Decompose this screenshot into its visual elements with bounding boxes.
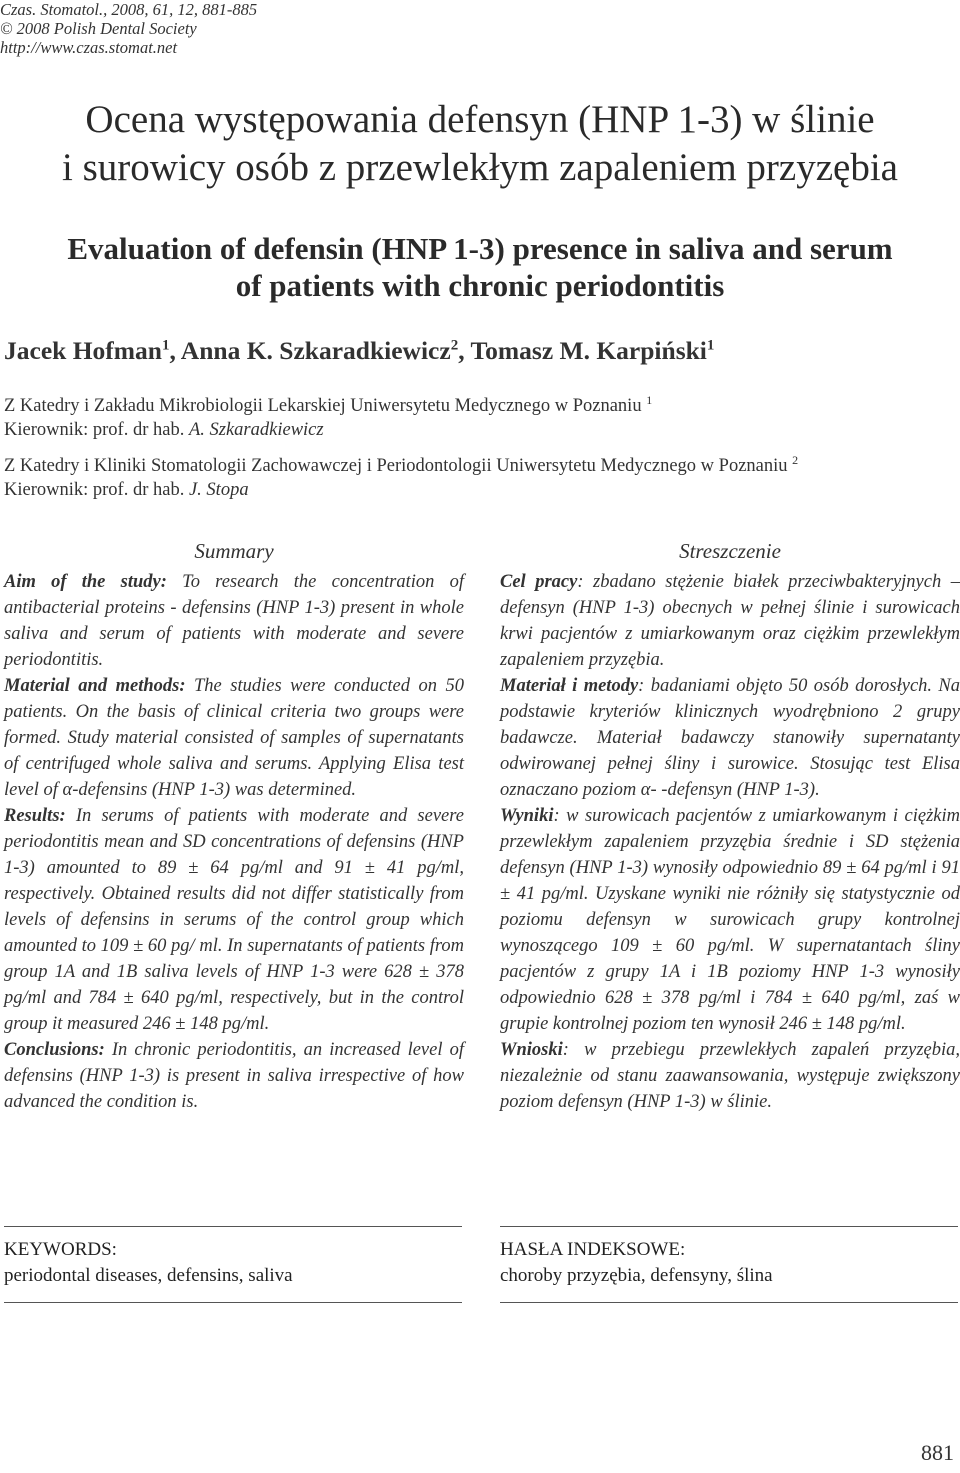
title-english: [0, 230, 960, 304]
author-affiliation-mark: 2: [450, 337, 459, 354]
section-text: The studies were conducted on 50 patients. On the basis of clinical criteria two groups were formed. Study material consisted of samples of supernatants of centrifuged whole saliva and serums. Applying Elisa test level of α-defensins (HNP 1-3) was determined.: [4, 676, 464, 800]
section-text: : w przebiegu przewlekłych zapaleń przyzębia, niezależnie od stanu zaawansowania, występuje zwiększony poziom defensyn (HNP 1-3) w ślinie.: [500, 1040, 960, 1112]
summary-column: [4, 538, 464, 1115]
summary-methods: [4, 673, 464, 803]
section-text: In chronic periodontitis, an increased level of defensins (HNP 1-3) is present in saliva irrespective of how advanced the condition is.: [4, 1040, 464, 1112]
section-label: Material and methods:: [4, 676, 186, 696]
section-label: Aim of the study:: [4, 572, 167, 592]
section-label: Cel pracy: [500, 572, 578, 592]
title-english-line-2: of patients with chronic periodontitis: [235, 268, 725, 303]
summary-heading: Summary: [194, 539, 274, 563]
keywords-polish: [500, 1226, 958, 1303]
section-text: : zbadano stężenie białek przeciwbakteryjnych – defensyn (HNP 1-3) obecnych w pełnej ślinie i surowicach krwi pacjentów z umiarkowanym oraz ciężkim przewlekłym zapaleniem przyzębia.: [500, 572, 960, 670]
author-list: [4, 336, 714, 366]
affiliation-head-name: A. Szkaradkiewicz: [188, 420, 324, 441]
affiliation-mark: 1: [646, 393, 653, 407]
section-label: Results:: [4, 806, 66, 826]
section-label: Conclusions:: [4, 1040, 105, 1060]
streszczenie-heading: Streszczenie: [679, 539, 781, 563]
title-polish-line-2: i surowicy osób z przewlekłym zapaleniem przyzębia: [61, 146, 898, 189]
affiliation-text: Z Katedry i Zakładu Mikrobiologii Lekarskiej Uniwersytetu Medycznego w Poznaniu: [4, 396, 642, 417]
streszczenie-results: [500, 803, 960, 1037]
title-polish-line-1: Ocena występowania defensyn (HNP 1-3) w ślinie: [85, 98, 875, 141]
journal-header: [0, 0, 400, 57]
divider: [4, 1302, 462, 1303]
streszczenie-conclusions: [500, 1037, 960, 1115]
streszczenie-methods: [500, 673, 960, 803]
keywords-label: HASŁA INDEKSOWE:: [500, 1239, 686, 1260]
affiliation-1: [4, 388, 652, 442]
affiliation-text: Z Katedry i Kliniki Stomatologii Zachowawczej i Periodontologii Uniwersytetu Medycznego w Poznaniu: [4, 456, 788, 477]
streszczenie-column: [500, 538, 960, 1115]
section-text: : w surowicach pacjentów z umiarkowanym i ciężkim przewlekłym zapaleniem przyzębia średnie i SD stężenia defensyn (HNP 1-3) wynosiły odpowiednio 89 ± 64 pg/ml i 91 ± 41 pg/ml. Uzyskane wyniki nie różniły się statystycznie od poziomu defensyn w surowicach grupy kontrolnej wynoszącego 109 ± 60 pg/ml. W supernatantach śliny pacjentów z grupy 1A i 1B poziomy HNP 1-3 wynosiły odpowiednio 628 ± 378 pg/ml i 784 ± 640 pg/ml, zaś w grupie kontrolnej poziom ten wynosił 246 ± 148 pg/ml.: [500, 806, 960, 1034]
divider: [4, 1226, 462, 1227]
section-text: : badaniami objęto 50 osób dorosłych. Na podstawie kryteriów klinicznych wyodrębniono 2 grupy badawcze. Materiał badawczy stanowiły supernatanty odwirowanej pełnej śliny i surowice. Stosując test Elisa oznaczano poziom α- -defensyn (HNP 1-3).: [500, 676, 960, 800]
author-name: , Anna K. Szkaradkiewicz: [169, 336, 451, 365]
affiliation-head-prefix: Kierownik: prof. dr hab.: [4, 480, 189, 501]
section-label: Wyniki: [500, 806, 554, 826]
journal-citation: Czas. Stomatol., 2008, 61, 12, 881-885: [0, 0, 258, 19]
affiliation-head-prefix: Kierownik: prof. dr hab.: [4, 420, 189, 441]
affiliation-mark: 2: [792, 453, 799, 467]
summary-results: [4, 803, 464, 1037]
section-label: Materiał i metody: [500, 676, 639, 696]
summary-conclusions: [4, 1037, 464, 1115]
keywords-value: periodontal diseases, defensins, saliva: [4, 1265, 293, 1286]
keywords-value: choroby przyzębia, defensyny, ślina: [500, 1265, 773, 1286]
title-polish: [0, 96, 960, 192]
page-number: 881: [921, 1440, 954, 1465]
author-name: Jacek Hofman: [4, 336, 162, 365]
streszczenie-aim: [500, 569, 960, 673]
affiliation-2: [4, 448, 798, 502]
section-text: To research the concentration of antibacterial proteins - defensins (HNP 1-3) present in whole saliva and serum of patients with moderate and severe periodontitis.: [4, 572, 464, 670]
copyright-line: © 2008 Polish Dental Society: [0, 19, 197, 38]
title-english-line-1: Evaluation of defensin (HNP 1-3) presence in saliva and serum: [67, 231, 893, 266]
summary-aim: [4, 569, 464, 673]
affiliation-head-name: J. Stopa: [188, 480, 249, 501]
divider: [500, 1302, 958, 1303]
keywords-english: [4, 1226, 462, 1303]
author-affiliation-mark: 1: [706, 337, 715, 354]
author-affiliation-mark: 1: [161, 337, 170, 354]
keywords-label: KEYWORDS:: [4, 1239, 117, 1260]
journal-url: http://www.czas.stomat.net: [0, 38, 178, 57]
section-label: Wnioski: [500, 1040, 563, 1060]
section-text: In serums of patients with moderate and severe periodontitis mean and SD concentrations of defensins (HNP 1-3) amounted to 89 ± 64 pg/ml and 91 ± 41 pg/ml, respectively. Obtained results did not differ statistically from levels of defensins in serums of the control group which amounted to 109 ± 60 pg/ ml. In supernatants of patients from group 1A and 1B saliva levels of HNP 1-3 were 628 ± 378 pg/ml and 784 ± 640 pg/ml, respectively, but in the control group it measured 246 ± 148 pg/ml.: [4, 806, 464, 1034]
author-name: , Tomasz M. Karpiński: [458, 336, 707, 365]
divider: [500, 1226, 958, 1227]
